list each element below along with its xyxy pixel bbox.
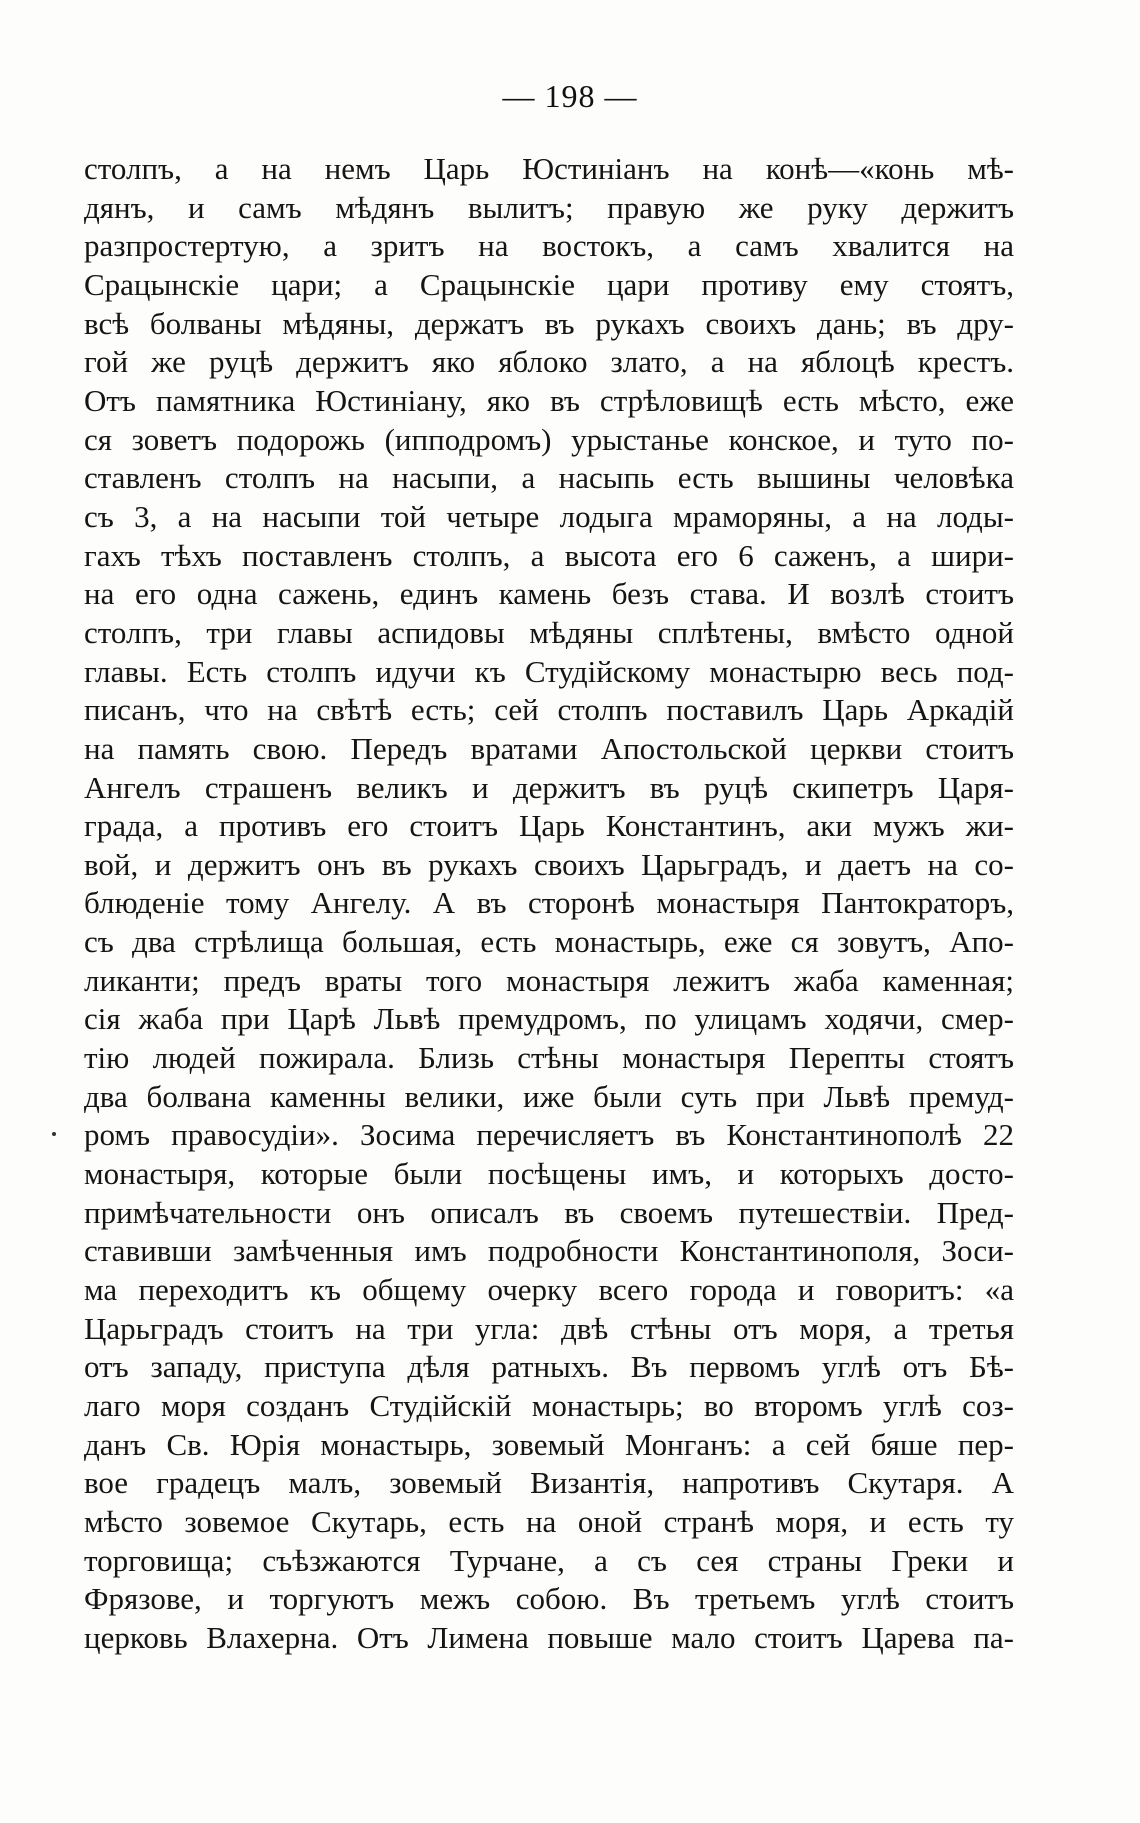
text-line: примѣчательности онъ описалъ въ своемъ путешествіи. Пред- bbox=[84, 1194, 1014, 1230]
text-line: на его одна сажень, единъ камень безъ става. И возлѣ стоитъ bbox=[84, 576, 1014, 612]
text-line: ся зоветъ подорожь (ипподромъ) урыстанье конское, и туто по- bbox=[84, 421, 1014, 457]
text-line: монастыря, которые были посѣщены имъ, и которыхъ досто- bbox=[84, 1156, 1014, 1192]
text-line: лаго моря созданъ Студійскій монастырь; во второмъ углѣ соз- bbox=[84, 1388, 1014, 1423]
text-line: Отъ памятника Юстиніану, яко въ стрѣловищѣ есть мѣсто, еже bbox=[84, 382, 1014, 418]
text-line: мѣсто зовемое Скутарь, есть на оной странѣ моря, и есть ту bbox=[84, 1503, 1014, 1539]
text-line: ромъ правосудіи». Зосима перечисляетъ въ Константинополѣ 22 bbox=[84, 1117, 1014, 1153]
text-line: града, а противъ его стоитъ Царь Константинъ, аки мужъ жи- bbox=[84, 808, 1014, 844]
text-line: церковь Влахерна. Отъ Лимена повыше мало стоитъ Царева па- bbox=[84, 1619, 1014, 1655]
text-line: главы. Есть столпъ идучи къ Студійскому монастырю весь под- bbox=[84, 653, 1014, 689]
text-line: ма переходитъ къ общему очерку всего города и говоритъ: «а bbox=[84, 1272, 1014, 1308]
page-number: — 198 — bbox=[502, 78, 638, 114]
text-line: съ 3, а на насыпи той четыре лодыга мраморяны, а на лоды- bbox=[84, 498, 1014, 534]
text-line: Фрязове, и торгуютъ межъ собою. Въ третьемъ углѣ стоитъ bbox=[84, 1581, 1014, 1617]
text-line: Ангелъ страшенъ великъ и держитъ въ руцѣ скипетръ Царя- bbox=[84, 769, 1014, 805]
text-line: ставленъ столпъ на насыпи, а насыпь есть вышины человѣка bbox=[84, 460, 1014, 496]
text-line: два болвана каменны велики, иже были суть при Львѣ премуд- bbox=[84, 1078, 1014, 1114]
text-line: разпростертую, а зритъ на востокъ, а самъ хвалится на bbox=[84, 228, 1014, 264]
text-line: ставивши замѣченныя имъ подробности Константинополя, Зоси- bbox=[84, 1233, 1014, 1269]
text-line: торговища; съѣзжаются Турчане, а съ сея страны Греки и bbox=[84, 1542, 1014, 1578]
text-line: Царьградъ стоитъ на три угла: двѣ стѣны отъ моря, а третья bbox=[84, 1310, 1014, 1346]
text-line: столпъ, а на немъ Царь Юстиніанъ на конѣ—«конь мѣ- bbox=[84, 151, 1014, 186]
text-line: гахъ тѣхъ поставленъ столпъ, а высота его 6 саженъ, а шири- bbox=[84, 537, 1014, 573]
text-line: тію людей пожирала. Близь стѣны монастыря Перепты стоятъ bbox=[84, 1040, 1014, 1076]
body-text bbox=[84, 150, 1014, 1658]
text-line: столпъ, три главы аспидовы мѣдяны сплѣтены, вмѣсто одной bbox=[84, 614, 1014, 650]
text-line: на память свою. Передъ вратами Апостольской церкви стоитъ bbox=[84, 730, 1014, 766]
text-line: всѣ болваны мѣдяны, держатъ въ рукахъ своихъ дань; въ дру- bbox=[84, 305, 1014, 341]
text-line: съ два стрѣлища большая, есть монастырь, еже ся зовутъ, Апо- bbox=[84, 924, 1014, 960]
text-line: отъ западу, приступа дѣля ратныхъ. Въ первомъ углѣ отъ Бѣ- bbox=[84, 1349, 1014, 1385]
text-line: сія жаба при Царѣ Львѣ премудромъ, по улицамъ ходячи, смер- bbox=[84, 1001, 1014, 1037]
text-line: ликанти; предъ враты того монастыря лежитъ жаба каменная; bbox=[84, 962, 1014, 998]
text-line: вое градецъ малъ, зовемый Византія, напротивъ Скутаря. А bbox=[84, 1465, 1014, 1501]
text-line: данъ Св. Юрія монастырь, зовемый Монганъ: а сей бяше пер- bbox=[84, 1426, 1014, 1462]
text-line: гой же руцѣ держитъ яко яблоко злато, а на яблоцѣ крестъ. bbox=[84, 344, 1014, 380]
text-line: дянъ, и самъ мѣдянъ вылитъ; правую же руку держитъ bbox=[84, 189, 1014, 225]
margin-mark bbox=[52, 1132, 56, 1136]
text-line: вой, и держитъ онъ въ рукахъ своихъ Царьградъ, и даетъ на со- bbox=[84, 846, 1014, 882]
text-line: Срацынскіе цари; а Срацынскіе цари противу ему стоятъ, bbox=[84, 266, 1014, 302]
text-line: писанъ, что на свѣтѣ есть; сей столпъ поставилъ Царь Аркадій bbox=[84, 692, 1014, 728]
text-line: блюденіе тому Ангелу. А въ сторонѣ монастыря Пантократоръ, bbox=[84, 885, 1014, 921]
